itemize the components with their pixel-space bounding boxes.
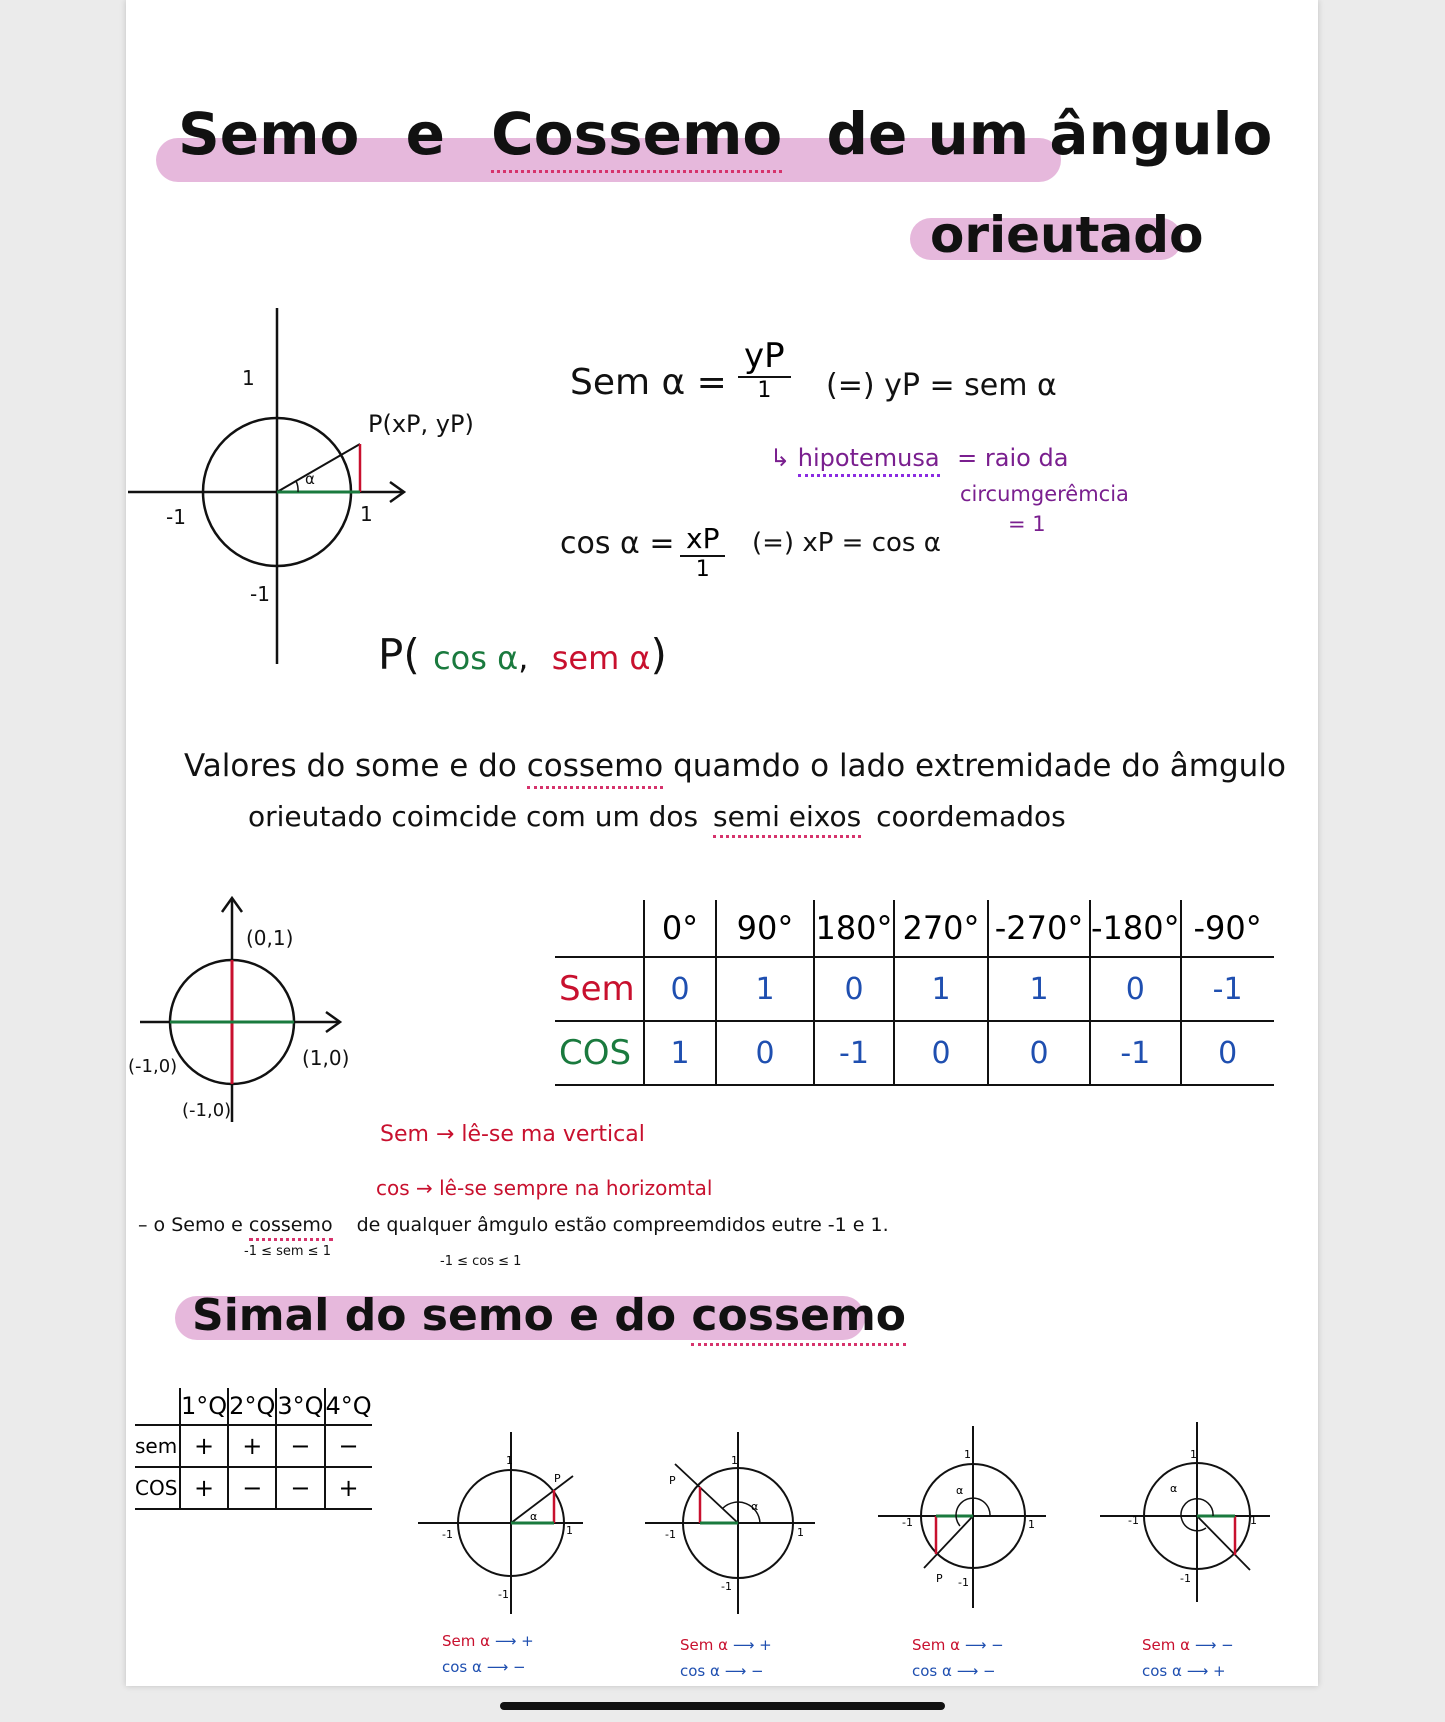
- section2-title-keyword: cossemo: [691, 1290, 906, 1346]
- arrow-icon: ⟶: [724, 1662, 747, 1680]
- cos-fraction-num: xP: [680, 522, 725, 557]
- caption-sen: [442, 1628, 534, 1654]
- caption-cos-label: cos α: [1142, 1662, 1182, 1680]
- label-1: 1: [566, 1524, 573, 1537]
- caption-cos-label: cos α: [442, 1658, 482, 1676]
- sen-formula-lhs: Sem α =: [570, 362, 727, 403]
- arrow-icon: ⟶: [1194, 1636, 1217, 1654]
- paragraph-text: coordemados: [876, 800, 1066, 833]
- sign-cell: −: [276, 1467, 324, 1509]
- circle1-label-right: 1: [360, 502, 373, 526]
- sign-header-cell: 2°Q: [228, 1388, 276, 1425]
- hypotenuse-eq: = raio da: [957, 444, 1069, 472]
- sign-cell: +: [180, 1425, 228, 1467]
- caption-sen-sign: −: [991, 1636, 1004, 1654]
- paragraph-keyword: cossemo: [527, 748, 664, 789]
- caption-cos-sign: −: [512, 1658, 526, 1676]
- caption-cos: [1142, 1658, 1234, 1684]
- sign-cell: +: [325, 1467, 372, 1509]
- page-title: [178, 100, 1272, 168]
- values-cell: -1: [1181, 957, 1274, 1021]
- paragraph-text: orieutado coimcide com um dos: [248, 800, 699, 833]
- arrow-icon: ⟶: [956, 1662, 979, 1680]
- caption-sen: [1142, 1632, 1234, 1658]
- values-header-cell: 90°: [716, 900, 814, 957]
- values-table: [555, 900, 1274, 1086]
- sign-header-cell: 1°Q: [180, 1388, 228, 1425]
- caption-sen-label: Sem α: [1142, 1636, 1191, 1654]
- label-1: 1: [797, 1526, 804, 1539]
- unit-circle-diagram: [128, 300, 428, 670]
- arrow-icon: ⟶: [732, 1636, 755, 1654]
- range-cos: -1 ≤ cos ≤ 1: [440, 1254, 522, 1269]
- arrow-icon: ⟶: [494, 1632, 517, 1650]
- values-cell: 1: [988, 957, 1090, 1021]
- sign-header-cell: 3°Q: [276, 1388, 324, 1425]
- values-cell: 0: [814, 957, 894, 1021]
- values-header-cell: -270°: [988, 900, 1090, 957]
- sign-table: [135, 1388, 372, 1510]
- range-note: [138, 1214, 889, 1236]
- title-word-semo: Semo: [178, 100, 360, 168]
- paragraph-text: quamdo o lado extremidade do âmgulo: [673, 748, 1286, 784]
- quadrant-1-diagram: [418, 1428, 598, 1618]
- values-cell: 0: [716, 1021, 814, 1085]
- values-cell: 1: [716, 957, 814, 1021]
- cos-fraction-den: 1: [695, 557, 710, 582]
- circle1-angle-label: α: [305, 470, 315, 488]
- sign-row-label: COS: [135, 1467, 180, 1509]
- circle1-point-label: P(xP, yP): [368, 410, 474, 438]
- sen-fraction: [738, 336, 791, 403]
- point-suffix: ): [650, 630, 667, 679]
- arrow-icon: ⟶: [1186, 1662, 1209, 1680]
- circle2-label-top: (0,1): [246, 926, 294, 950]
- label-1: 1: [506, 1454, 513, 1467]
- label-alpha: α: [530, 1510, 538, 1523]
- caption-cos-sign: +: [1212, 1662, 1226, 1680]
- circle2-label-right: (1,0): [302, 1046, 350, 1070]
- paragraph-line-2: [248, 800, 1066, 833]
- sen-reading-note: Sem → lê-se ma vertical: [380, 1122, 645, 1147]
- label-alpha: α: [1170, 1482, 1178, 1495]
- cos-formula-lhs: cos α =: [560, 526, 675, 561]
- caption-cos-label: cos α: [680, 1662, 720, 1680]
- values-row-label: COS: [555, 1021, 644, 1085]
- label-1: 1: [964, 1448, 971, 1461]
- quadrant-2-diagram: [645, 1428, 825, 1618]
- cos-reading-note: cos → lê-se sempre na horizomtal: [376, 1176, 713, 1200]
- circle2-label-left: (-1,0): [128, 1056, 178, 1077]
- page-title-line2: orieutado: [930, 206, 1204, 264]
- quadrant-3-caption: [912, 1632, 1004, 1684]
- angle-arc: [296, 481, 298, 492]
- circle1-label-bottom: -1: [250, 582, 270, 606]
- label-p: P: [669, 1474, 676, 1487]
- quadrant-4-caption: [1142, 1632, 1234, 1684]
- caption-sen-sign: −: [1221, 1636, 1234, 1654]
- values-cell: 1: [894, 957, 988, 1021]
- label-alpha: α: [956, 1484, 964, 1497]
- values-cell: 0: [894, 1021, 988, 1085]
- paragraph-keyword: semi eixos: [713, 800, 861, 838]
- caption-sen: [680, 1632, 772, 1658]
- sign-table-header: [135, 1388, 372, 1425]
- title-word-cossemo: Cossemo: [491, 100, 782, 173]
- values-table-corner: [555, 900, 644, 957]
- label-neg-1: -1: [498, 1588, 509, 1601]
- caption-sen-label: Sem α: [680, 1636, 729, 1654]
- quadrant-1-caption: [442, 1628, 534, 1680]
- sign-header-cell: 4°Q: [325, 1388, 372, 1425]
- caption-cos: [442, 1654, 534, 1680]
- sen-fraction-den: 1: [757, 378, 772, 403]
- hook-arrow-icon: ↳: [770, 444, 791, 472]
- caption-cos: [680, 1658, 772, 1684]
- label-1: 1: [731, 1454, 738, 1467]
- point-coordinates: [378, 630, 667, 679]
- range-keyword: cossemo: [249, 1214, 333, 1241]
- label-neg-1: -1: [1180, 1572, 1191, 1585]
- sen-formula-rhs: (=) yP = sem α: [826, 368, 1057, 403]
- values-cell: 0: [1090, 957, 1181, 1021]
- hypotenuse-note: [770, 444, 1068, 472]
- sign-row-cos: [135, 1467, 372, 1509]
- sign-table-corner: [135, 1388, 180, 1425]
- values-header-cell: 270°: [894, 900, 988, 957]
- label-1: 1: [1190, 1448, 1197, 1461]
- values-cell: 0: [1181, 1021, 1274, 1085]
- sign-cell: −: [325, 1425, 372, 1467]
- sign-cell: +: [228, 1425, 276, 1467]
- circle1-label-left: -1: [166, 505, 186, 529]
- quadrant-3-diagram: [878, 1422, 1058, 1612]
- values-row-label: Sem: [555, 957, 644, 1021]
- sign-row-label: sem: [135, 1425, 180, 1467]
- label-neg-1: -1: [1128, 1514, 1139, 1527]
- label-1: 1: [1028, 1518, 1035, 1531]
- caption-cos-sign: −: [982, 1662, 996, 1680]
- caption-cos-label: cos α: [912, 1662, 952, 1680]
- values-cell: 0: [644, 957, 716, 1021]
- quadrant-4-diagram: [1100, 1420, 1280, 1610]
- caption-sen-sign: +: [759, 1636, 772, 1654]
- label-neg-1: -1: [721, 1580, 732, 1593]
- label-neg-1: -1: [665, 1528, 676, 1541]
- circumference-eq: = 1: [1008, 512, 1046, 536]
- section2-title-text: Simal do semo e do: [192, 1290, 677, 1341]
- caption-sen-label: Sem α: [442, 1632, 491, 1650]
- circle1-label-top: 1: [242, 366, 255, 390]
- label-1: 1: [1250, 1514, 1257, 1527]
- values-header-cell: -90°: [1181, 900, 1274, 957]
- label-p: P: [936, 1572, 943, 1585]
- values-header-cell: 180°: [814, 900, 894, 957]
- paragraph-line-1: [184, 748, 1286, 784]
- point-cos: cos α: [433, 639, 519, 677]
- values-row-cos: [555, 1021, 1274, 1085]
- circumference-note: circumgerêmcia: [960, 482, 1129, 506]
- caption-cos-sign: −: [750, 1662, 764, 1680]
- point-prefix: P(: [378, 630, 420, 679]
- values-header-cell: 0°: [644, 900, 716, 957]
- label-neg-1: -1: [442, 1528, 453, 1541]
- sign-row-sen: [135, 1425, 372, 1467]
- title-word-rest: de um ângulo: [826, 100, 1273, 168]
- section2-title: [192, 1290, 906, 1341]
- cos-fraction: [680, 522, 725, 582]
- caption-sen: [912, 1632, 1004, 1658]
- title-word-e: e: [405, 100, 445, 168]
- values-table-header: [555, 900, 1274, 957]
- sign-cell: −: [276, 1425, 324, 1467]
- caption-sen-label: Sem α: [912, 1636, 961, 1654]
- caption-sen-sign: +: [521, 1632, 534, 1650]
- label-p: P: [554, 1472, 561, 1485]
- values-header-cell: -180°: [1090, 900, 1181, 957]
- range-sen: -1 ≤ sem ≤ 1: [244, 1244, 331, 1259]
- values-row-sen: [555, 957, 1274, 1021]
- paragraph-text: Valores do some e do: [184, 748, 517, 784]
- sign-cell: +: [180, 1467, 228, 1509]
- quadrant-2-caption: [680, 1632, 772, 1684]
- arrow-icon: ⟶: [964, 1636, 987, 1654]
- range-text: de qualquer âmgulo estão compreemdidos eutre -1 e 1.: [356, 1214, 889, 1236]
- range-text: – o Semo e: [138, 1214, 243, 1236]
- point-sen: sem α: [551, 639, 651, 677]
- point-sep: ,: [518, 639, 529, 677]
- label-alpha: α: [751, 1500, 759, 1513]
- sign-cell: −: [228, 1467, 276, 1509]
- radius-line: [924, 1516, 973, 1568]
- caption-cos: [912, 1658, 1004, 1684]
- home-indicator[interactable]: [500, 1702, 945, 1710]
- values-cell: 0: [988, 1021, 1090, 1085]
- hypotenuse-word: hipotemusa: [798, 444, 940, 477]
- values-cell: -1: [814, 1021, 894, 1085]
- cos-formula-rhs: (=) xP = cos α: [752, 528, 941, 558]
- arrow-icon: ⟶: [486, 1658, 509, 1676]
- circle2-label-bottom: (-1,0): [182, 1100, 232, 1121]
- label-neg-1: -1: [958, 1576, 969, 1589]
- values-cell: 1: [644, 1021, 716, 1085]
- label-neg-1: -1: [902, 1516, 913, 1529]
- sen-fraction-num: yP: [738, 336, 791, 378]
- values-cell: -1: [1090, 1021, 1181, 1085]
